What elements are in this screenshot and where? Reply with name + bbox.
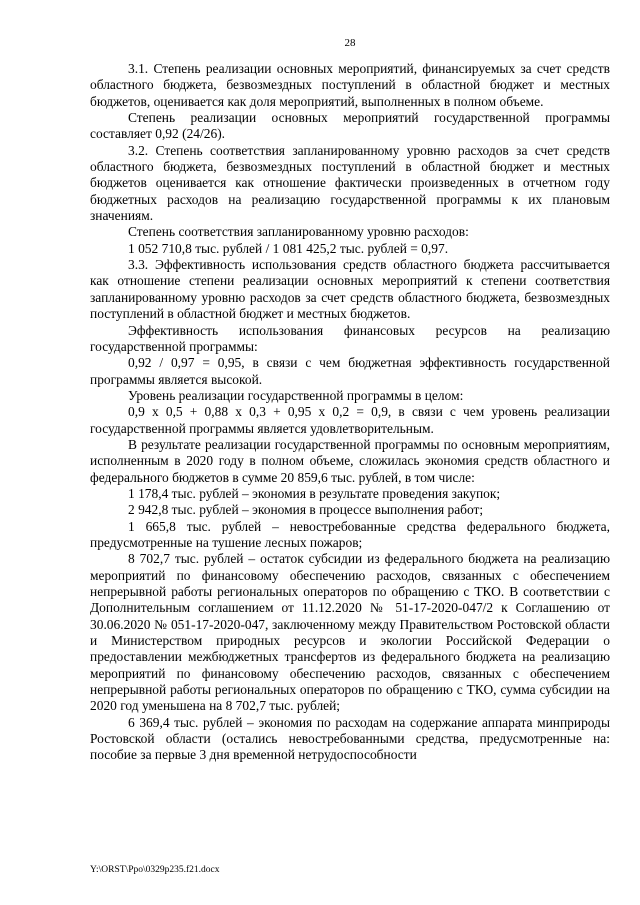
paragraph-savings-subsidy: 8 702,7 тыс. рублей – остаток субсидии из федерального бюджета на реализацию мероприятий по финансовому обеспечению расходов, связанных с обеспечением непрерывной работы региональных операторов по обращению с ТКО. В соответствии с Дополнительным соглашением от 11.12.2020 № 51-17-2020-047/2 к Соглашению от 30.06.2020 № 051-17-2020-047, заключенному между Правительством Ростовской области и Министерством природных ресурсов и экологии Российской Федерации о предоставлении межбюджетных трансфертов из федерального бюджета на реализацию мероприятий по финансовому обеспечению расходов, связанных с обеспечением непрерывной работы региональных операторов по обращению с ТКО, сумма субсидии на 2020 год уменьшена на 8 702,7 тыс. рублей; (90, 551, 610, 714)
paragraph-program-degree: Степень реализации основных мероприятий государственной программы составляет 0,92 (24/26). (90, 110, 610, 142)
paragraph-3-2: 3.2. Степень соответствия запланированному уровню расходов за счет средств областного бюджета, безвозмездных поступлений в областной бюджет и местных бюджетов оценивается как отношение фактически произведенных в отчетном году бюджетных расходов на реализацию государственной программы к их плановым значениям. (90, 142, 610, 224)
paragraph-savings-procurement: 1 178,4 тыс. рублей – экономия в результате проведения закупок; (128, 485, 501, 501)
page-number: 28 (344, 37, 356, 49)
paragraph-savings-apparatus: 6 369,4 тыс. рублей – экономия по расходам на содержание аппарата минприроды Ростовской области (остались невостребованными средства, предусмотренные на: пособие за первые 3 дня временной нетрудоспособности (90, 714, 610, 763)
paragraph-3-1: 3.1. Степень реализации основных мероприятий, финансируемых за счет средств областного бюджета, безвозмездных поступлений в областной бюджет и местных бюджетов, оценивается как доля мероприятий, выполненных в полном объеме. (90, 61, 610, 109)
paragraph-expense-level-heading: Степень соответствия запланированному уровню расходов: (128, 224, 469, 240)
paragraph-overall-level-heading: Уровень реализации государственной программы в целом: (128, 387, 464, 403)
paragraph-expense-formula: 1 052 710,8 тыс. рублей / 1 081 425,2 тыс. рублей = 0,97. (128, 240, 449, 256)
paragraph-efficiency-formula: 0,92 / 0,97 = 0,95, в связи с чем бюджетная эффективность государственной программы является высокой. (90, 355, 610, 387)
document-body (90, 61, 610, 764)
document-page (90, 0, 610, 905)
paragraph-savings-fires: 1 665,8 тыс. рублей – невостребованные средства федерального бюджета, предусмотренные на тушение лесных пожаров; (90, 518, 610, 550)
paragraph-3-3: 3.3. Эффективность использования средств областного бюджета рассчитывается как отношение степени реализации основных мероприятий к степени соответствия запланированному уровню расходов за счет средств областного бюджета, безвозмездных поступлений в областной бюджет и местных бюджетов. (90, 257, 610, 322)
footer-file-path: Y:\ORST\Ppo\0329p235.f21.docx (90, 865, 220, 875)
paragraph-savings-intro: В результате реализации государственной программы по основным мероприятиям, исполненным в 2020 году в полном объеме, сложилась экономия средств областного и федерального бюджетов в сумме 20 859,6 тыс. рублей, в том числе: (90, 436, 610, 485)
paragraph-efficiency-heading: Эффективность использования финансовых ресурсов на реализацию государственной программы: (90, 322, 610, 354)
paragraph-overall-level-formula: 0,9 х 0,5 + 0,88 х 0,3 + 0,95 х 0,2 = 0,9, в связи с чем уровень реализации государственной программы является удовлетворительным. (90, 404, 610, 436)
paragraph-savings-works: 2 942,8 тыс. рублей – экономия в процессе выполнения работ; (128, 502, 484, 518)
